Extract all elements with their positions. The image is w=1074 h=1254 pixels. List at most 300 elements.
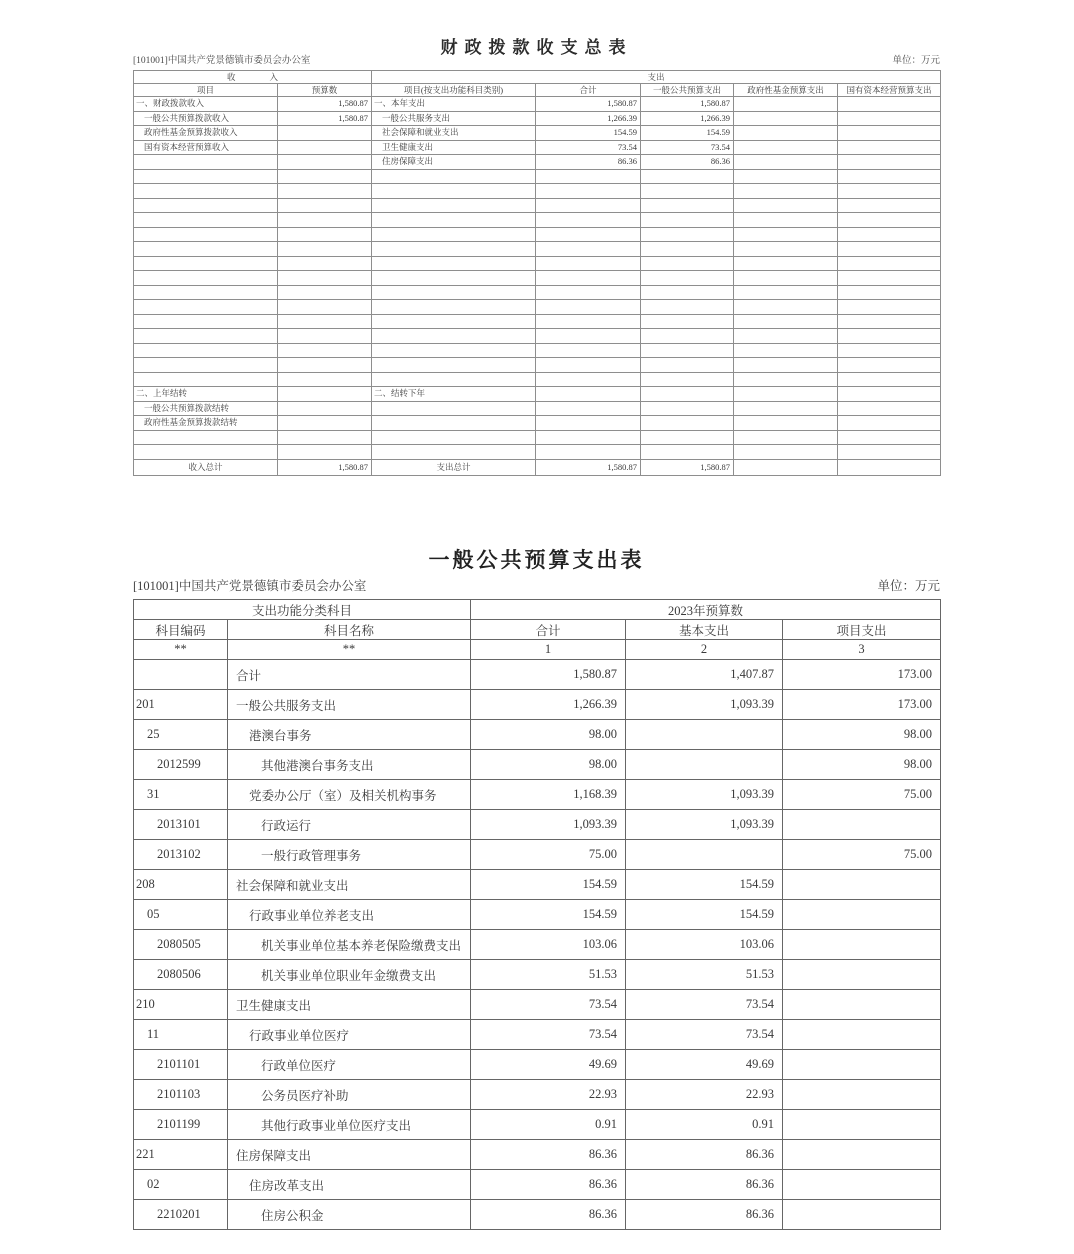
fiscal-summary-table (133, 70, 941, 476)
subject-code-cell: 208 (134, 870, 228, 900)
summary-table-meta (133, 52, 940, 66)
income-item-cell (134, 430, 278, 445)
general-budget-cell (641, 343, 734, 358)
state-capital-header: 国有资本经营预算支出 (838, 84, 941, 97)
subject-name-cell: 社会保障和就业支出 (228, 870, 471, 900)
expense-total-cell (536, 401, 641, 416)
basic-expenditure-cell: 73.54 (626, 1020, 783, 1050)
summary-table-body (134, 97, 941, 476)
income-budget-cell (278, 329, 372, 344)
project-expenditure-cell (783, 1050, 941, 1080)
subject-code-cell: 2101103 (134, 1080, 228, 1110)
subject-name-cell: 机关事业单位基本养老保险缴费支出 (228, 930, 471, 960)
state-capital-cell (838, 227, 941, 242)
expense-item-cell: 住房保障支出 (372, 155, 536, 170)
table-row (134, 372, 941, 387)
subject-code-cell: 2080505 (134, 930, 228, 960)
gov-fund-cell (734, 372, 838, 387)
state-capital-cell (838, 358, 941, 373)
income-item-cell (134, 445, 278, 460)
general-budget-cell (641, 401, 734, 416)
gov-fund-cell (734, 329, 838, 344)
income-item-cell: 二、上年结转 (134, 387, 278, 402)
expense-total-cell (536, 271, 641, 286)
project-expenditure-cell (783, 960, 941, 990)
state-capital-cell (838, 285, 941, 300)
expense-total-cell (536, 213, 641, 228)
general-budget-cell (641, 329, 734, 344)
expense-total-cell (536, 445, 641, 460)
general-budget-cell (641, 213, 734, 228)
gov-fund-cell (734, 445, 838, 460)
subject-code-cell: 201 (134, 690, 228, 720)
gov-fund-cell (734, 213, 838, 228)
subject-code-cell: 2012599 (134, 750, 228, 780)
income-budget-cell (278, 300, 372, 315)
basic-expenditure-cell: 22.93 (626, 1080, 783, 1110)
total-header: 合计 (471, 620, 626, 640)
basic-expenditure-cell: 0.91 (626, 1110, 783, 1140)
lane-cell: ** (228, 640, 471, 660)
gov-fund-cell (734, 416, 838, 431)
income-item-cell (134, 227, 278, 242)
total-cell: 0.91 (471, 1110, 626, 1140)
table-row (134, 126, 941, 141)
income-budget-cell (278, 445, 372, 460)
project-expenditure-cell (783, 1140, 941, 1170)
income-budget-cell (278, 227, 372, 242)
general-budget-cell (641, 198, 734, 213)
state-capital-cell (838, 140, 941, 155)
project-expenditure-cell: 75.00 (783, 840, 941, 870)
expense-total-cell (536, 358, 641, 373)
subject-code-cell: 2013101 (134, 810, 228, 840)
table-row (134, 71, 941, 84)
subject-name-cell: 一般公共服务支出 (228, 690, 471, 720)
total-cell: 1,093.39 (471, 810, 626, 840)
basic-expenditure-cell (626, 750, 783, 780)
expense-item-cell (372, 358, 536, 373)
subject-code-cell: 2080506 (134, 960, 228, 990)
expense-item-cell: 支出总计 (372, 459, 536, 475)
expense-total-cell (536, 256, 641, 271)
total-cell: 49.69 (471, 1050, 626, 1080)
expense-total-cell (536, 314, 641, 329)
expense-group-header: 支出 (372, 71, 941, 84)
income-item-header: 项目 (134, 84, 278, 97)
org-name-label: [101001]中国共产党景德镇市委员会办公室 (133, 56, 311, 66)
state-capital-cell (838, 401, 941, 416)
income-budget-cell (278, 271, 372, 286)
basic-expenditure-cell: 1,093.39 (626, 810, 783, 840)
project-expenditure-cell: 98.00 (783, 720, 941, 750)
lane-cell: 1 (471, 640, 626, 660)
income-item-cell: 一般公共预算拨款结转 (134, 401, 278, 416)
expense-item-cell (372, 256, 536, 271)
table-row (134, 960, 941, 990)
subject-code-cell: 210 (134, 990, 228, 1020)
state-capital-cell (838, 271, 941, 286)
gov-fund-cell (734, 314, 838, 329)
table-row (134, 416, 941, 431)
income-budget-cell (278, 256, 372, 271)
income-budget-cell (278, 184, 372, 199)
general-budget-header: 一般公共预算支出 (641, 84, 734, 97)
gov-fund-cell (734, 430, 838, 445)
general-budget-cell: 1,266.39 (641, 111, 734, 126)
income-item-cell: 政府性基金预算拨款收入 (134, 126, 278, 141)
basic-expenditure-cell: 154.59 (626, 900, 783, 930)
subject-name-cell: 住房改革支出 (228, 1170, 471, 1200)
gov-fund-cell (734, 111, 838, 126)
income-budget-cell (278, 285, 372, 300)
expense-total-cell (536, 343, 641, 358)
table-row (134, 285, 941, 300)
income-item-cell (134, 314, 278, 329)
expense-item-cell (372, 416, 536, 431)
expense-total-cell: 73.54 (536, 140, 641, 155)
general-budget-cell: 1,580.87 (641, 459, 734, 475)
subject-name-cell: 卫生健康支出 (228, 990, 471, 1020)
table-row (134, 314, 941, 329)
expense-total-cell (536, 387, 641, 402)
table-row (134, 640, 941, 660)
gov-fund-cell (734, 256, 838, 271)
table-row (134, 343, 941, 358)
state-capital-cell (838, 155, 941, 170)
income-item-cell: 收入总计 (134, 459, 278, 475)
expense-total-cell: 1,266.39 (536, 111, 641, 126)
table-row (134, 750, 941, 780)
income-item-cell (134, 198, 278, 213)
table-row (134, 358, 941, 373)
subject-code-cell (134, 660, 228, 690)
income-item-cell (134, 300, 278, 315)
table-row (134, 1020, 941, 1050)
table-row (134, 1110, 941, 1140)
subject-name-cell: 行政单位医疗 (228, 1050, 471, 1080)
gov-fund-cell (734, 459, 838, 475)
table-row (134, 227, 941, 242)
project-expenditure-cell: 98.00 (783, 750, 941, 780)
expense-item-cell (372, 445, 536, 460)
subject-name-cell: 机关事业单位职业年金缴费支出 (228, 960, 471, 990)
basic-expenditure-cell: 51.53 (626, 960, 783, 990)
income-budget-cell (278, 169, 372, 184)
gov-fund-cell (734, 271, 838, 286)
subject-code-cell: 02 (134, 1170, 228, 1200)
expense-total-cell: 86.36 (536, 155, 641, 170)
expense-item-cell (372, 329, 536, 344)
state-capital-cell (838, 169, 941, 184)
gov-fund-cell (734, 300, 838, 315)
income-item-cell (134, 271, 278, 286)
income-item-cell (134, 155, 278, 170)
table-row (134, 1050, 941, 1080)
expense-item-cell (372, 227, 536, 242)
expense-item-cell (372, 242, 536, 257)
general-budget-cell: 154.59 (641, 126, 734, 141)
gov-fund-cell (734, 242, 838, 257)
subject-code-cell: 11 (134, 1020, 228, 1050)
expense-item-cell (372, 430, 536, 445)
general-budget-cell (641, 314, 734, 329)
subject-name-cell: 港澳台事务 (228, 720, 471, 750)
table-row (134, 459, 941, 475)
project-expenditure-header: 项目支出 (783, 620, 941, 640)
general-budget-cell (641, 271, 734, 286)
income-item-cell (134, 358, 278, 373)
expense-total-cell (536, 300, 641, 315)
expense-item-cell (372, 285, 536, 300)
state-capital-cell (838, 126, 941, 141)
gov-fund-header: 政府性基金预算支出 (734, 84, 838, 97)
income-budget-cell (278, 126, 372, 141)
income-item-cell (134, 169, 278, 184)
lane-cell: 3 (783, 640, 941, 660)
general-budget-cell (641, 430, 734, 445)
expense-item-cell: 一、本年支出 (372, 97, 536, 112)
budget-year-header: 2023年预算数 (471, 600, 941, 620)
expense-item-cell (372, 300, 536, 315)
income-budget-cell (278, 430, 372, 445)
table-row (134, 1200, 941, 1230)
basic-expenditure-cell: 103.06 (626, 930, 783, 960)
expense-item-cell (372, 169, 536, 184)
income-budget-header: 预算数 (278, 84, 372, 97)
total-cell: 1,580.87 (471, 660, 626, 690)
table-row (134, 271, 941, 286)
total-cell: 73.54 (471, 990, 626, 1020)
table-row (134, 660, 941, 690)
expense-total-cell (536, 198, 641, 213)
project-expenditure-cell (783, 1080, 941, 1110)
income-budget-cell (278, 314, 372, 329)
table-row (134, 300, 941, 315)
general-budget-cell (641, 372, 734, 387)
project-expenditure-cell (783, 1200, 941, 1230)
table-row (134, 810, 941, 840)
project-expenditure-cell (783, 900, 941, 930)
table-row (134, 900, 941, 930)
expenditure-table-title: 一般公共预算支出表 (428, 548, 645, 572)
subject-code-cell: 2210201 (134, 1200, 228, 1230)
subject-code-cell: 221 (134, 1140, 228, 1170)
total-cell: 154.59 (471, 900, 626, 930)
expense-item-cell (372, 184, 536, 199)
income-item-cell (134, 329, 278, 344)
state-capital-cell (838, 459, 941, 475)
expense-total-cell (536, 416, 641, 431)
income-budget-cell (278, 416, 372, 431)
table-row (134, 242, 941, 257)
table-row (134, 620, 941, 640)
basic-expenditure-cell: 1,093.39 (626, 780, 783, 810)
project-expenditure-cell (783, 810, 941, 840)
expense-item-cell (372, 314, 536, 329)
table-row (134, 140, 941, 155)
general-budget-cell: 73.54 (641, 140, 734, 155)
unit-label: 单位：万元 (892, 56, 940, 66)
expense-item-cell (372, 401, 536, 416)
table-row (134, 213, 941, 228)
total-cell: 98.00 (471, 750, 626, 780)
subject-name-cell: 党委办公厅（室）及相关机构事务 (228, 780, 471, 810)
project-expenditure-cell (783, 990, 941, 1020)
state-capital-cell (838, 300, 941, 315)
subject-name-cell: 住房保障支出 (228, 1140, 471, 1170)
expense-total-cell: 154.59 (536, 126, 641, 141)
income-budget-cell (278, 155, 372, 170)
gov-fund-cell (734, 285, 838, 300)
total-cell: 86.36 (471, 1170, 626, 1200)
project-expenditure-cell (783, 1170, 941, 1200)
state-capital-cell (838, 97, 941, 112)
expense-total-cell (536, 329, 641, 344)
subject-code-cell: 31 (134, 780, 228, 810)
org-name-label: [101001]中国共产党景德镇市委员会办公室 (133, 579, 367, 593)
income-item-cell: 一般公共预算拨款收入 (134, 111, 278, 126)
project-expenditure-cell (783, 1110, 941, 1140)
expense-total-header: 合计 (536, 84, 641, 97)
subject-name-cell: 其他行政事业单位医疗支出 (228, 1110, 471, 1140)
subject-name-cell: 一般行政管理事务 (228, 840, 471, 870)
income-item-cell (134, 184, 278, 199)
state-capital-cell (838, 372, 941, 387)
table-row (134, 329, 941, 344)
expenditure-table-meta (133, 576, 940, 594)
state-capital-cell (838, 256, 941, 271)
table-row (134, 780, 941, 810)
table-row (134, 1170, 941, 1200)
expenditure-table-body (134, 660, 941, 1230)
state-capital-cell (838, 314, 941, 329)
table-row (134, 690, 941, 720)
income-budget-cell (278, 198, 372, 213)
general-budget-cell (641, 358, 734, 373)
expense-item-cell: 卫生健康支出 (372, 140, 536, 155)
basic-expenditure-cell: 1,407.87 (626, 660, 783, 690)
income-item-cell (134, 285, 278, 300)
state-capital-cell (838, 184, 941, 199)
expense-total-cell (536, 169, 641, 184)
general-budget-cell (641, 387, 734, 402)
summary-table-title: 财政拨款收支总表 (440, 38, 633, 57)
state-capital-cell (838, 445, 941, 460)
expense-total-cell (536, 430, 641, 445)
general-budget-cell (641, 242, 734, 257)
subject-name-cell: 公务员医疗补助 (228, 1080, 471, 1110)
table-row (134, 720, 941, 750)
lane-cell: 2 (626, 640, 783, 660)
basic-expenditure-cell (626, 840, 783, 870)
basic-expenditure-cell: 49.69 (626, 1050, 783, 1080)
income-item-cell: 国有资本经营预算收入 (134, 140, 278, 155)
expense-total-cell (536, 242, 641, 257)
expense-item-cell (372, 372, 536, 387)
table-row (134, 155, 941, 170)
general-budget-cell (641, 285, 734, 300)
total-cell: 103.06 (471, 930, 626, 960)
unit-label: 单位：万元 (877, 579, 940, 593)
expense-item-header: 项目(按支出功能科目类别) (372, 84, 536, 97)
expense-item-cell: 二、结转下年 (372, 387, 536, 402)
gov-fund-cell (734, 387, 838, 402)
total-cell: 73.54 (471, 1020, 626, 1050)
gov-fund-cell (734, 227, 838, 242)
general-budget-cell (641, 445, 734, 460)
table-row (134, 990, 941, 1020)
income-budget-cell: 1,580.87 (278, 459, 372, 475)
table-row (134, 401, 941, 416)
table-row (134, 97, 941, 112)
gov-fund-cell (734, 184, 838, 199)
project-expenditure-cell (783, 870, 941, 900)
expense-total-cell: 1,580.87 (536, 459, 641, 475)
expense-item-cell (372, 271, 536, 286)
subject-name-cell: 合计 (228, 660, 471, 690)
basic-expenditure-cell: 1,093.39 (626, 690, 783, 720)
general-budget-cell: 86.36 (641, 155, 734, 170)
expense-total-cell (536, 285, 641, 300)
basic-expenditure-header: 基本支出 (626, 620, 783, 640)
income-item-cell (134, 256, 278, 271)
subject-code-cell: 2101101 (134, 1050, 228, 1080)
general-budget-expenditure-table (133, 599, 941, 1230)
gov-fund-cell (734, 140, 838, 155)
basic-expenditure-cell: 73.54 (626, 990, 783, 1020)
table-row (134, 111, 941, 126)
total-cell: 86.36 (471, 1140, 626, 1170)
state-capital-cell (838, 430, 941, 445)
table-row (134, 184, 941, 199)
table-row (134, 256, 941, 271)
expense-total-cell (536, 184, 641, 199)
subject-name-cell: 行政运行 (228, 810, 471, 840)
gov-fund-cell (734, 169, 838, 184)
expense-item-cell: 社会保障和就业支出 (372, 126, 536, 141)
total-cell: 1,168.39 (471, 780, 626, 810)
income-budget-cell (278, 387, 372, 402)
table-row (134, 600, 941, 620)
gov-fund-cell (734, 358, 838, 373)
table-row (134, 169, 941, 184)
table-row (134, 198, 941, 213)
state-capital-cell (838, 416, 941, 431)
expense-total-cell (536, 372, 641, 387)
project-expenditure-cell (783, 1020, 941, 1050)
income-budget-cell (278, 213, 372, 228)
gov-fund-cell (734, 97, 838, 112)
basic-expenditure-cell: 154.59 (626, 870, 783, 900)
income-group-header: 收 入 (134, 71, 372, 84)
subject-name-cell: 行政事业单位医疗 (228, 1020, 471, 1050)
income-budget-cell (278, 372, 372, 387)
table-row (134, 930, 941, 960)
total-cell: 98.00 (471, 720, 626, 750)
general-budget-cell (641, 227, 734, 242)
state-capital-cell (838, 387, 941, 402)
general-budget-cell (641, 184, 734, 199)
total-cell: 51.53 (471, 960, 626, 990)
project-expenditure-cell: 75.00 (783, 780, 941, 810)
income-budget-cell (278, 401, 372, 416)
expense-item-cell: 一般公共服务支出 (372, 111, 536, 126)
income-budget-cell: 1,580.87 (278, 97, 372, 112)
general-budget-cell (641, 169, 734, 184)
gov-fund-cell (734, 343, 838, 358)
basic-expenditure-cell: 86.36 (626, 1200, 783, 1230)
